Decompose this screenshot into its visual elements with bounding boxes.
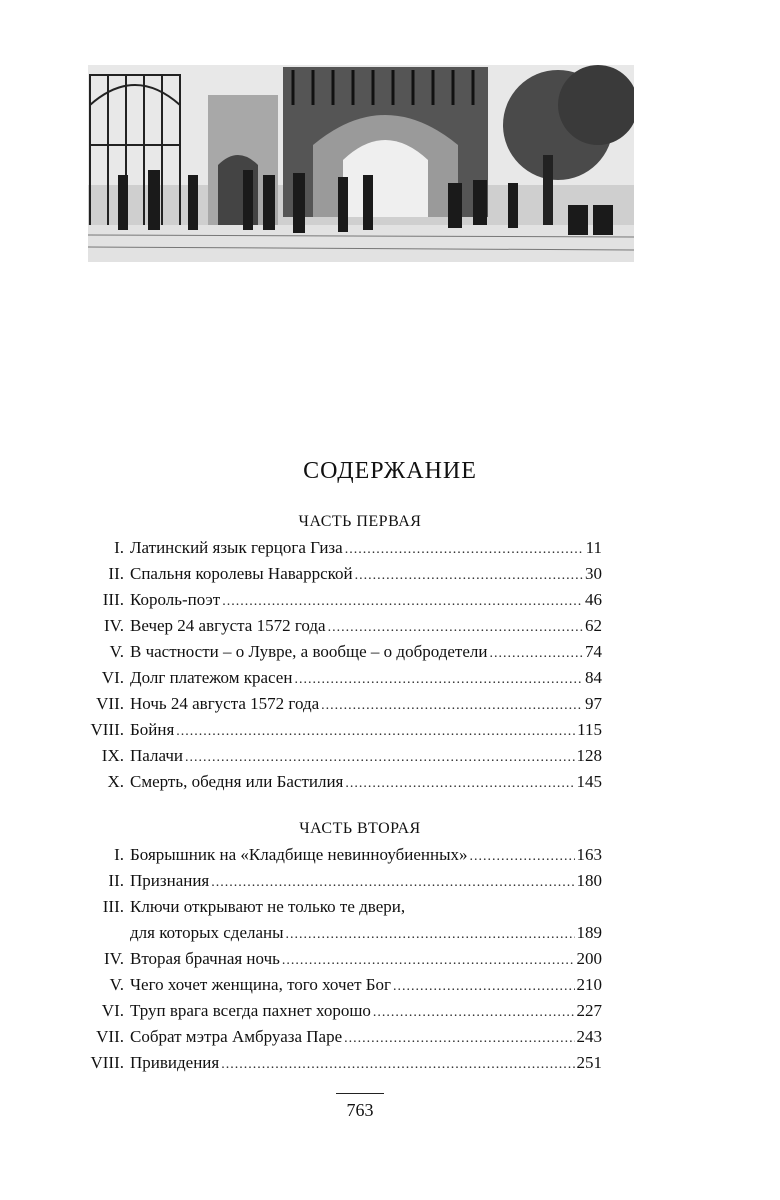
chapter-page: 163: [576, 845, 602, 864]
leader-dots: [222, 594, 583, 610]
page-number: 763: [346, 1100, 374, 1120]
leader-dots: [321, 698, 583, 714]
chapter-number: IV.: [104, 949, 124, 968]
chapter-page: 243: [576, 1027, 602, 1046]
leader-dots: [282, 953, 575, 969]
chapter-number: VIII.: [90, 1053, 124, 1072]
chapter-page: 200: [576, 949, 602, 968]
chapter-title: Собрат мэтра Амбруаза Паре: [130, 1027, 343, 1046]
toc-entry[interactable]: [60, 949, 602, 975]
chapter-title: Признания: [130, 871, 210, 890]
chapter-page: 251: [576, 1053, 602, 1072]
chapter-number: VII.: [96, 1027, 124, 1046]
leader-dots: [286, 927, 575, 943]
chapter-title: Труп врага всегда пахнет хорошо: [130, 1001, 371, 1020]
chapter-page: 97: [585, 694, 602, 713]
chapter-page: 189: [576, 923, 602, 942]
part-one-title: ЧАСТЬ ПЕРВАЯ: [298, 513, 422, 530]
chapter-page: 145: [576, 772, 602, 791]
chapter-number: I.: [114, 845, 124, 864]
chapter-title: Вечер 24 августа 1572 года: [130, 616, 326, 635]
toc-entry[interactable]: [60, 720, 602, 746]
chapter-title: Ночь 24 августа 1572 года: [130, 694, 320, 713]
toc-entry[interactable]: [60, 538, 602, 564]
toc-entry[interactable]: [60, 845, 602, 871]
chapter-number: VII.: [96, 694, 124, 713]
chapter-page: 46: [585, 590, 602, 609]
leader-dots: [345, 542, 584, 558]
chapter-title: Боярышник на «Кладбище невинноубиенных»: [130, 845, 468, 864]
leader-dots: [355, 568, 583, 584]
chapter-page: 30: [585, 564, 602, 583]
engraving-castle-gate-image: [88, 65, 634, 262]
chapter-title: Латинский язык герцога Гиза: [130, 538, 343, 557]
chapter-page: 180: [576, 871, 602, 890]
toc-entry[interactable]: [60, 1001, 602, 1027]
leader-dots: [176, 724, 575, 740]
chapter-title: Привидения: [130, 1053, 220, 1072]
chapter-title: Ключи открывают не только те двери,: [130, 897, 406, 916]
chapter-number: X.: [107, 772, 124, 791]
chapter-title-continuation: для которых сделаны: [130, 923, 284, 942]
leader-dots: [345, 776, 574, 792]
chapter-page: 84: [585, 668, 602, 687]
toc-entry[interactable]: [60, 694, 602, 720]
chapter-number: III.: [102, 897, 124, 916]
contents-heading: СОДЕРЖАНИЕ: [303, 458, 477, 484]
chapter-number: V.: [109, 642, 124, 661]
part-two-toc: [60, 845, 602, 1079]
part-one-toc: [60, 538, 602, 798]
chapter-number: III.: [102, 590, 124, 609]
toc-entry[interactable]: [60, 668, 602, 694]
chapter-number: VIII.: [90, 720, 124, 739]
leader-dots: [489, 646, 583, 662]
toc-entry[interactable]: [60, 616, 602, 642]
toc-entry[interactable]: [60, 746, 602, 772]
chapter-title: В частности – о Лувре, а вообще – о добродетели: [130, 642, 488, 661]
chapter-number: VI.: [101, 1001, 124, 1020]
leader-dots: [294, 672, 583, 688]
leader-dots: [185, 750, 575, 766]
chapter-title: Спальня королевы Наваррской: [130, 564, 353, 583]
toc-entry[interactable]: [60, 642, 602, 668]
chapter-title: Вторая брачная ночь: [130, 949, 280, 968]
chapter-title: Смерть, обедня или Бастилия: [130, 772, 344, 791]
toc-entry[interactable]: [60, 1027, 602, 1053]
chapter-page: 128: [576, 746, 602, 765]
toc-entry[interactable]: [60, 590, 602, 616]
chapter-number: IV.: [104, 616, 124, 635]
chapter-number: V.: [109, 975, 124, 994]
chapter-page: 11: [585, 538, 602, 557]
chapter-title: Долг платежом красен: [130, 668, 293, 687]
chapter-page: 210: [576, 975, 602, 994]
toc-entry-continuation[interactable]: [60, 923, 602, 949]
engraving-illustration: [88, 65, 634, 262]
toc-entry[interactable]: [60, 772, 602, 798]
chapter-title: Чего хочет женщина, того хочет Бог: [130, 975, 392, 994]
chapter-title: Бойня: [130, 720, 175, 739]
toc-entry[interactable]: [60, 975, 602, 1001]
chapter-number: IX.: [101, 746, 124, 765]
toc-entry[interactable]: [60, 564, 602, 590]
leader-dots: [221, 1057, 574, 1073]
leader-dots: [211, 875, 574, 891]
toc-entry[interactable]: [60, 871, 602, 897]
leader-dots: [328, 620, 583, 636]
chapter-title: Палачи: [130, 746, 183, 765]
chapter-page: 227: [576, 1001, 602, 1020]
footer-divider: [336, 1093, 384, 1094]
leader-dots: [470, 849, 575, 865]
chapter-number: I.: [114, 538, 124, 557]
chapter-title: Король-поэт: [130, 590, 221, 609]
leader-dots: [373, 1005, 575, 1021]
leader-dots: [344, 1031, 574, 1047]
chapter-number: II.: [108, 564, 124, 583]
leader-dots: [393, 979, 574, 995]
chapter-page: 62: [585, 616, 602, 635]
chapter-number: VI.: [101, 668, 124, 687]
chapter-page: 74: [585, 642, 602, 661]
chapter-number: II.: [108, 871, 124, 890]
toc-entry[interactable]: [60, 1053, 602, 1079]
chapter-page: 115: [577, 720, 602, 739]
part-two-title: ЧАСТЬ ВТОРАЯ: [299, 820, 421, 837]
toc-entry-first-line[interactable]: [60, 897, 602, 923]
